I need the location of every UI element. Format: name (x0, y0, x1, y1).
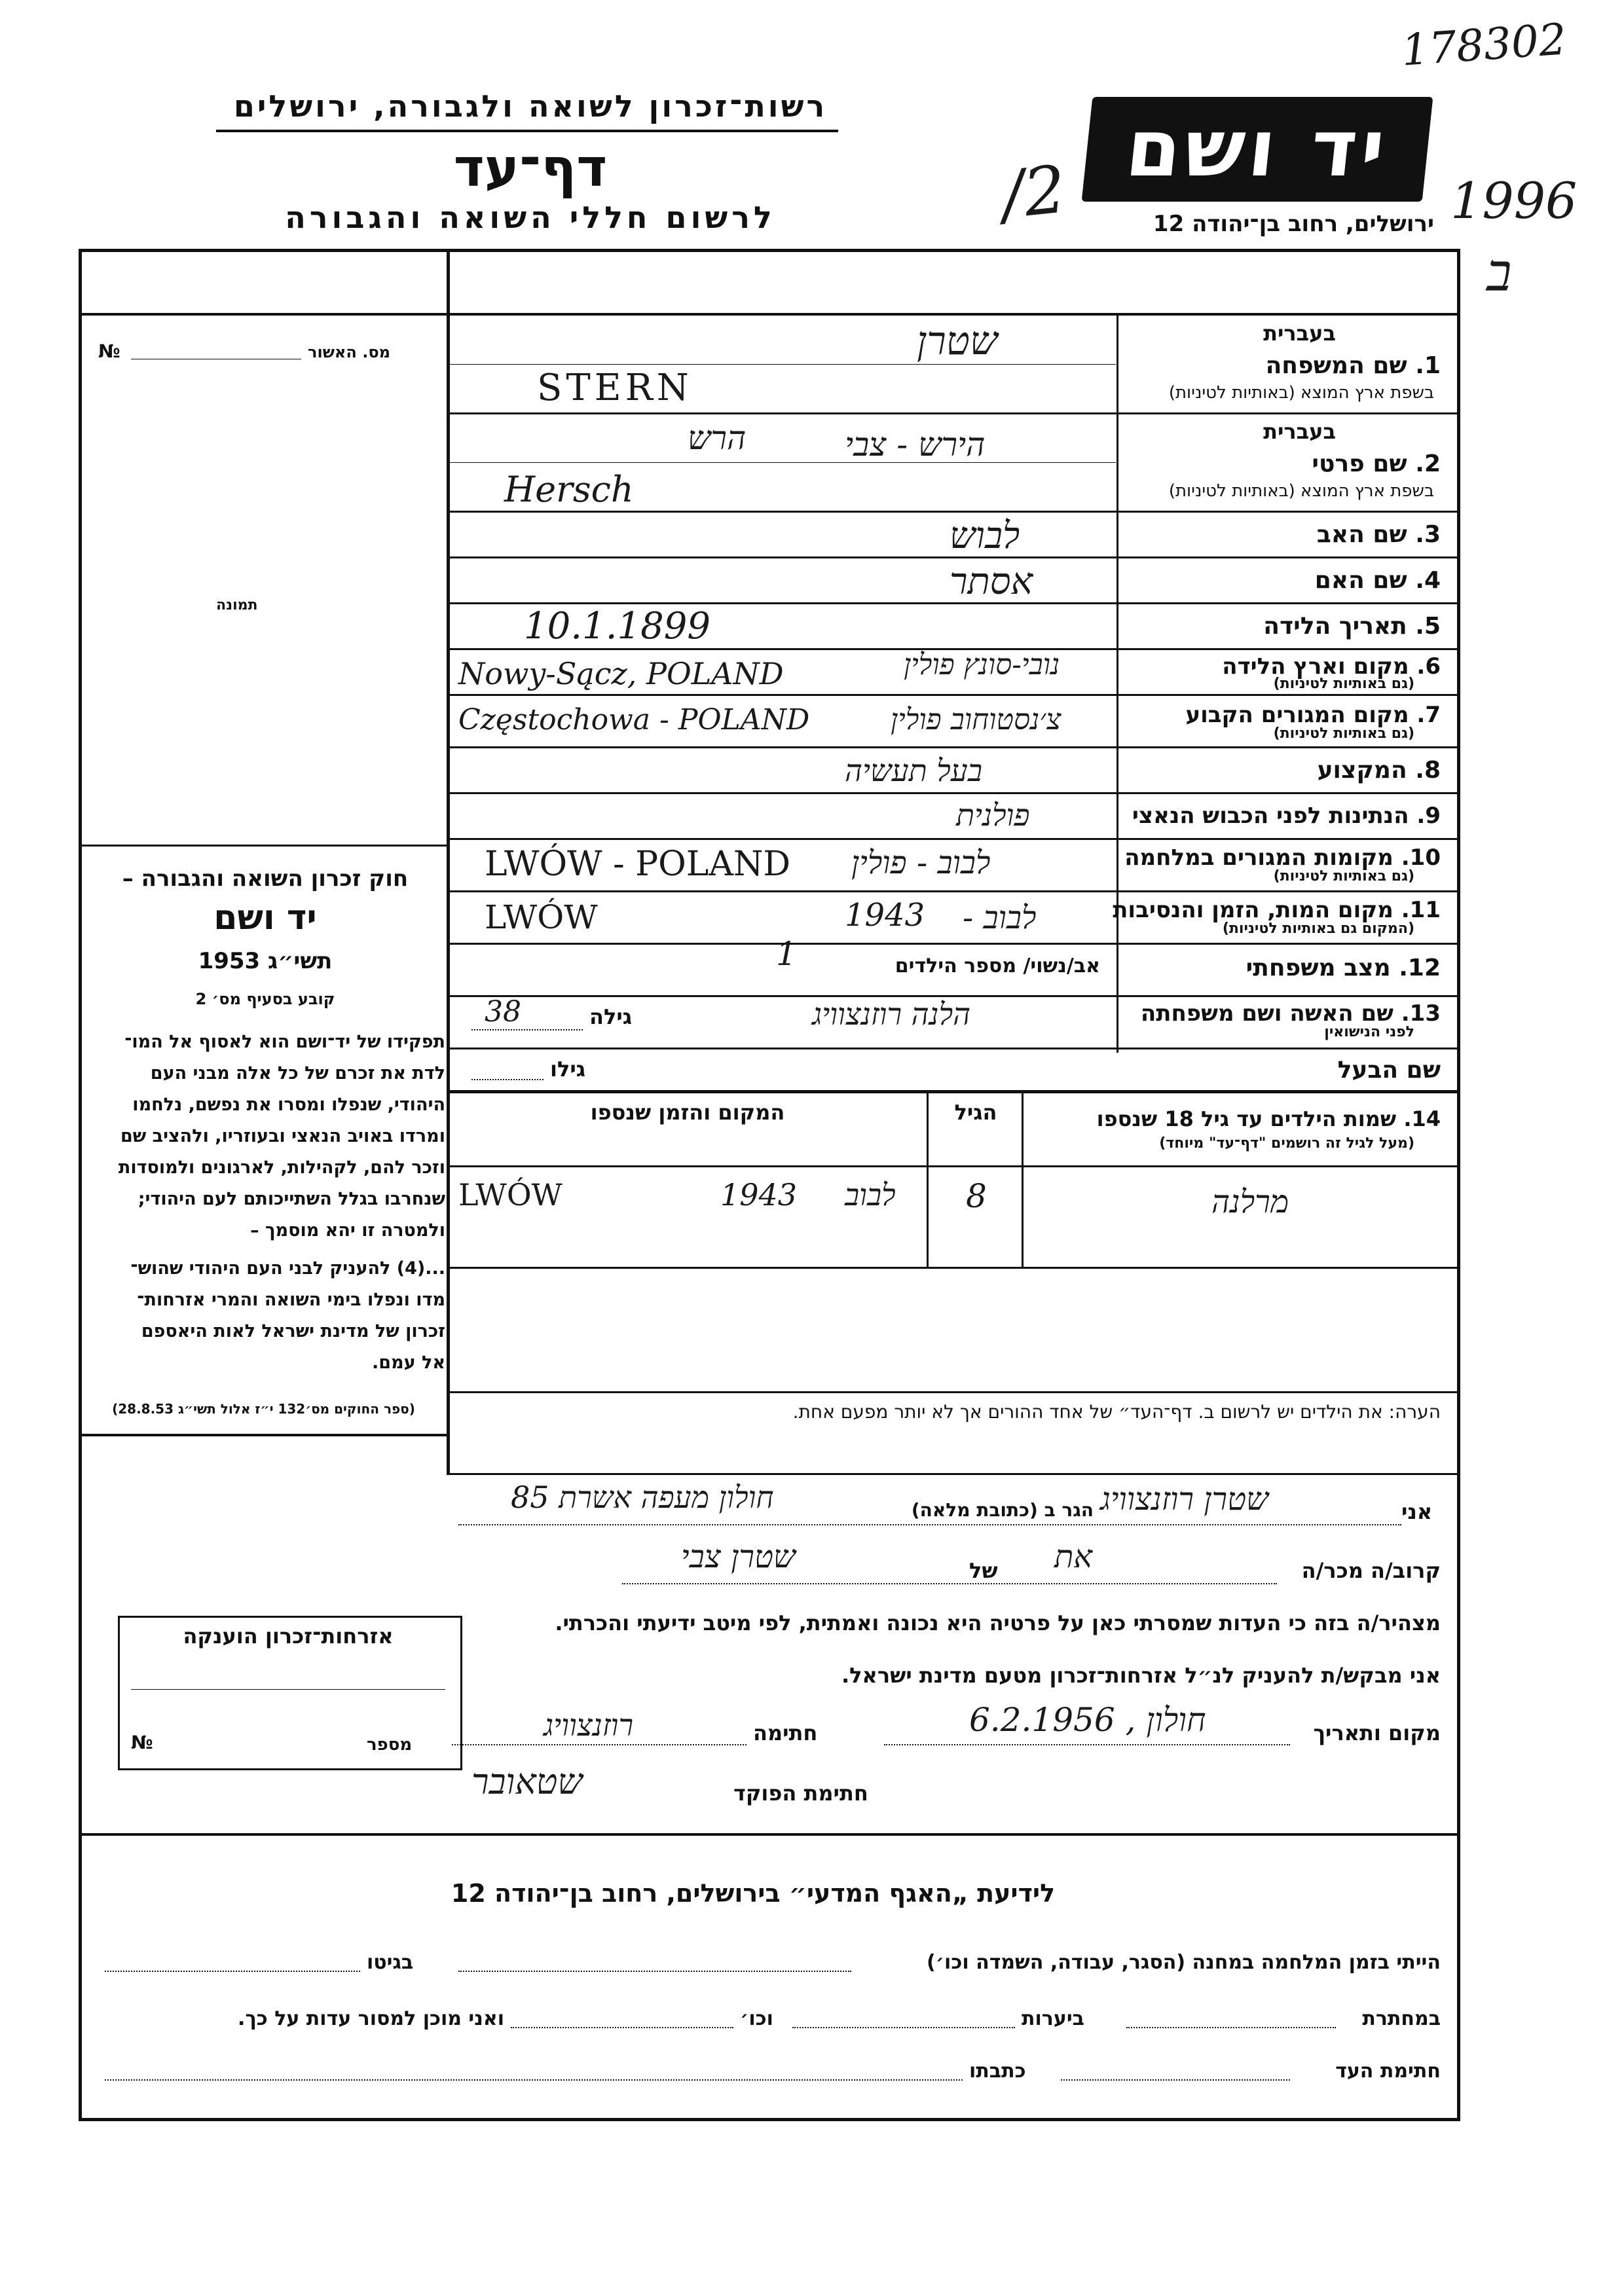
birth-date: 10.1.1899 (524, 605, 711, 647)
child-place-hebrew: לבוב (845, 1177, 896, 1212)
field-8-label (1126, 757, 1441, 784)
birthplace-latin: Nowy-Sącz, POLAND (458, 656, 784, 691)
field-9-text: הנתינות לפני הכבוש הנאצי (1132, 803, 1409, 829)
decl-signature-rule (452, 1744, 747, 1747)
row-rule (447, 943, 1460, 945)
field-7-label (1126, 702, 1441, 728)
citizenship-number-sign: № (131, 1732, 153, 1753)
law-line: ...(4) להעניק לבני העם היהודי שהוש־ (130, 1258, 445, 1279)
sub-rule (447, 462, 1116, 463)
decl-name: שטרן רוזנצוויג (1100, 1481, 1269, 1518)
fraction-mark: /2 (998, 151, 1070, 234)
husband-label: שם הבעל (1337, 1057, 1441, 1084)
approval-label: מס. האשור (308, 343, 390, 361)
nationality: פולנית (956, 797, 1030, 833)
law-line: ומרדו באויב הנאצי ובעוזריו, ולהציב שם (120, 1126, 445, 1146)
law-line: היהודי, שנפלו ומסרו את נפשם, נלחמו (132, 1095, 445, 1115)
field-12-num: 12. (1399, 955, 1441, 981)
field-4-label (1126, 567, 1441, 594)
decl-inspector-signature: שטאובר (471, 1761, 583, 1802)
footer-divider (79, 1833, 1460, 1836)
left-photo-bottom (79, 845, 449, 847)
logo-text: יד ושם (1122, 103, 1393, 194)
wife-age: 38 (485, 995, 521, 1029)
children-count: 1 (776, 935, 797, 973)
mother-name: אסתר (950, 560, 1033, 603)
row-rule (447, 746, 1460, 748)
field-12-label (1126, 955, 1441, 981)
husband-age-rule (471, 1079, 544, 1082)
remark: הערה: את הילדים יש לרשום ב. דף־העד״ של אחד ההורים אך לא יותר מפעם אחת. (792, 1401, 1441, 1423)
field-10-label (1126, 845, 1441, 871)
death-place-latin: LWÓW (485, 898, 598, 936)
photo-label: תמונה (216, 597, 258, 613)
children-col-divider (1022, 1090, 1024, 1267)
field-13-num: 13. (1401, 1000, 1441, 1027)
field-10-text: מקומות המגורים במלחמה (1124, 845, 1393, 871)
row-rule-thick (447, 1090, 1460, 1093)
label-column-divider (1116, 313, 1118, 1053)
left-panel-bottom (79, 1434, 449, 1436)
footer-line2-d: ואני מוכן למסור עדות על כך. (238, 2007, 504, 2030)
surname-latin: STERN (537, 367, 693, 409)
row-rule (447, 838, 1460, 840)
letter-mark: ב (1486, 242, 1512, 303)
field-10-note: (גם באותיות לטיניות) (1273, 868, 1414, 884)
field-10-num: 10. (1401, 845, 1441, 871)
citizenship-rule (131, 1689, 445, 1690)
field-3-text: שם האב (1316, 521, 1407, 548)
decl-place-date: חולון , 6.2.1956 (969, 1701, 1206, 1739)
approval-no: № (98, 340, 120, 362)
field-2-note: בשפת ארץ המוצא (באותיות לטיניות) (1168, 481, 1434, 501)
footer-line2-rule3 (511, 2027, 733, 2030)
children-bottom-rule (447, 1267, 1460, 1269)
citizenship-title: אזרחות־זכרון הוענקה (183, 1624, 394, 1649)
decl-inspector-label: חתימת הפוקד (733, 1781, 868, 1806)
law-text (82, 1027, 445, 1379)
footer-line3-b: כתבתו (969, 2060, 1026, 2083)
child-name: מרלנה (1211, 1184, 1289, 1220)
footer-line2-rule2 (792, 2027, 1015, 2030)
children-place-header: המקום והזמן שנספו (590, 1100, 785, 1125)
row-rule (447, 412, 1460, 414)
field-1-lang-heb: בעברית (1263, 321, 1336, 346)
decl-of-label: של (969, 1558, 998, 1583)
field-9-label (1126, 803, 1441, 829)
law-line: וזכר להם, לקהילות, לארגונים ולמוסדות (118, 1157, 445, 1178)
field-13-text: שם האשה ושם משפחתה (1140, 1000, 1393, 1027)
field-5-text: תאריך הלידה (1263, 613, 1407, 640)
footer-line2-rule (1126, 2027, 1336, 2030)
residence-latin: Częstochowa - POLAND (458, 703, 810, 737)
residence-hebrew: צ׳נסטוחוב פולין (891, 703, 1061, 737)
decl-i-am: אני (1401, 1499, 1433, 1524)
children-text: שמות הילדים עד גיל 18 שנספו (1096, 1106, 1397, 1131)
field-9-num: 9. (1416, 803, 1441, 829)
footer-line1-a: הייתי בזמן המלחמה במחנה (הסגר, עבודה, השמדה וכו׳) (927, 1951, 1441, 1974)
footer-line1-rule2 (105, 1971, 360, 1973)
children-note: (מעל לגיל זה רושמים "דף־עד" מיוחד) (1159, 1135, 1414, 1152)
field-11-label (1113, 897, 1441, 923)
children-age-header: הגיל (954, 1100, 997, 1125)
law-line: תפקידו של יד־ושם הוא לאסוף אל המו־ (124, 1032, 445, 1052)
field-1-label (1126, 352, 1441, 379)
field-7-text: מקום המגורים הקבוע (1185, 702, 1409, 728)
child-place-latin: LWÓW (458, 1177, 563, 1212)
field-2-num: 2. (1415, 450, 1441, 477)
wife-name: הלנה רוזנצוויג (812, 996, 971, 1032)
wife-age-rule (471, 1029, 583, 1032)
left-panel-divider (447, 249, 450, 1473)
field-7-num: 7. (1416, 702, 1441, 728)
authority-title: רשות־זכרון לשואה ולגבורה, ירושלים (233, 88, 828, 124)
marital-status-options: אב/נשוי/ מספר הילדים (895, 955, 1100, 977)
decl-lives-at: הגר ב (כתובת מלאה) (911, 1499, 1094, 1521)
wartime-residence-latin: LWÓW - POLAND (485, 845, 791, 884)
field-3-num: 3. (1415, 521, 1441, 548)
children-col-divider (927, 1090, 929, 1267)
form-title: דף־עד (453, 137, 608, 198)
footer-line2-b: ביערות (1022, 2007, 1084, 2030)
child-year: 1943 (720, 1177, 798, 1212)
surname-hebrew: שטרן (917, 318, 998, 364)
footer-line3-rule2 (105, 2079, 963, 2082)
law-clause: קובע בסעיף מס׳ 2 (195, 990, 335, 1008)
field-11-text: מקום המות, הזמן והנסיבות (1113, 897, 1393, 923)
yad-vashem-logo (1082, 97, 1433, 202)
field-3-label (1126, 521, 1441, 548)
remark-rule (447, 1473, 1460, 1475)
decl-place-date-label: מקום ותאריך (1313, 1721, 1441, 1745)
address: ירושלים, רחוב בן־יהודה 12 (1153, 211, 1434, 237)
firstname-hebrew: הירש - צבי (845, 426, 986, 464)
decl-address-rule (458, 1524, 1401, 1527)
decl-relative-label: קרוב/ה מכר/ה (1301, 1558, 1441, 1583)
husband-age-label: גילו (550, 1057, 586, 1082)
row-rule (447, 792, 1460, 794)
death-place-hebrew: לבוב - (963, 900, 1037, 936)
row-rule (447, 1048, 1460, 1049)
sub-rule (447, 364, 1116, 365)
field-13-label (1126, 1000, 1441, 1027)
occupation: בעל תעשיה (845, 753, 983, 788)
decl-of-rule (622, 1583, 1277, 1586)
row-rule (447, 1165, 1460, 1167)
wartime-residence-hebrew: לבוב - פולין (851, 845, 991, 881)
wife-age-label: גילה (589, 1004, 633, 1029)
decl-date-rule (884, 1744, 1290, 1747)
field-1-num: 1. (1415, 352, 1441, 379)
row-rule (447, 313, 1460, 315)
field-7-note: (גם באותיות לטיניות) (1273, 725, 1414, 742)
field-8-text: המקצוע (1317, 757, 1407, 784)
field-6-text: מקום וארץ הלידה (1222, 653, 1409, 680)
field-11-num: 11. (1401, 897, 1441, 923)
decl-signature-label: חתימה (753, 1721, 818, 1745)
footer-line1-rule (458, 1971, 851, 1973)
law-line: לדת את זכרם של כל אלה מבני העם (150, 1063, 445, 1084)
field-2-text: שם פרטי (1312, 450, 1407, 477)
law-year: תשי״ג 1953 (198, 948, 333, 974)
decl-of-name: שטרן צבי (681, 1539, 796, 1575)
field-2-label (1126, 450, 1441, 477)
children-label (1035, 1106, 1441, 1131)
father-name: לבוש (950, 515, 1020, 557)
footer-title: לידיעת „האגף המדעי״ בירושלים, רחוב בן־יהודה 12 (451, 1879, 1056, 1908)
decl-statement: מצהיר/ה בזה כי העדות שמסרתי כאן על פרטיה היא נכונה ואמתית, לפי מיטב ידיעתי והכרתי. (555, 1611, 1441, 1635)
decl-request: אני מבקש/ת להעניק לנ״ל אזרחות־זכרון מטעם מדינת ישראל. (841, 1663, 1441, 1688)
field-6-note: (גם באותיות לטיניות) (1273, 676, 1414, 692)
decl-address: חולון מעפה אשרת 85 (511, 1480, 774, 1515)
footer-line3-a: חתימת העד (1335, 2060, 1441, 2083)
row-rule (447, 511, 1460, 513)
footer-line3-rule (1061, 2079, 1290, 2082)
footer-line2-c: וכו׳ (740, 2007, 773, 2030)
field-13-note: לפני הנישואין (1324, 1024, 1414, 1040)
row-rule (447, 694, 1460, 696)
law-line: ולמטרה זו יהא מוסמך – (250, 1220, 445, 1241)
field-5-label (1126, 613, 1441, 640)
law-name: יד ושם (213, 898, 317, 938)
law-line: מדו ונפלו בימי השואה והמרי אזרחות־ (137, 1290, 445, 1310)
header-rule (216, 130, 838, 132)
law-line: שנחרבו בגלל השתייכותם לעם היהודי; (138, 1189, 445, 1209)
decl-signature: רוזנצוויג (544, 1707, 634, 1743)
form-subtitle: לרשום חללי השואה והגבורה (285, 200, 776, 235)
field-5-num: 5. (1415, 613, 1441, 640)
citizenship-number-label: מספר (367, 1735, 413, 1755)
field-4-num: 4. (1415, 567, 1441, 594)
death-year: 1943 (845, 897, 925, 934)
field-1-note: בשפת ארץ המוצא (באותיות לטיניות) (1168, 383, 1434, 403)
reference-number: 178302 (1399, 14, 1568, 76)
field-1-text: שם המשפחה (1265, 352, 1407, 379)
field-4-text: שם האם (1314, 567, 1407, 594)
child-age: 8 (966, 1177, 987, 1215)
footer-line1-b: בגיטו (367, 1951, 414, 1974)
law-title: חוק זכרון השואה והגבורה – (122, 866, 409, 892)
field-6-num: 6. (1416, 653, 1441, 680)
law-reference: (ספר החוקים מס׳132 י״ז אלול תשי״ג 28.8.53) (112, 1401, 415, 1417)
decl-relation: את (1054, 1539, 1093, 1575)
field-11-note: (המקום גם באותיות לטיניות) (1222, 920, 1414, 937)
left-divider-upper (79, 249, 449, 252)
row-rule (447, 890, 1460, 892)
footer-line2-a: במחתרת (1362, 2007, 1441, 2030)
field-12-text: מצב משפחתי (1246, 955, 1391, 981)
birthplace-hebrew: נובי-סונץ פולין (904, 648, 1060, 682)
firstname-latin: Hersch (504, 469, 634, 510)
law-line: זכרון של מדינת ישראל לאות היאספם (141, 1321, 445, 1341)
law-line: אל עמם. (372, 1353, 445, 1373)
children-end-rule (447, 1391, 1460, 1393)
children-num: 14. (1403, 1106, 1441, 1131)
firstname-hebrew-alt: הרש (688, 419, 747, 457)
field-8-num: 8. (1415, 757, 1441, 784)
year-mark: 1996 (1450, 172, 1578, 230)
field-2-lang-heb: בעברית (1263, 419, 1336, 444)
